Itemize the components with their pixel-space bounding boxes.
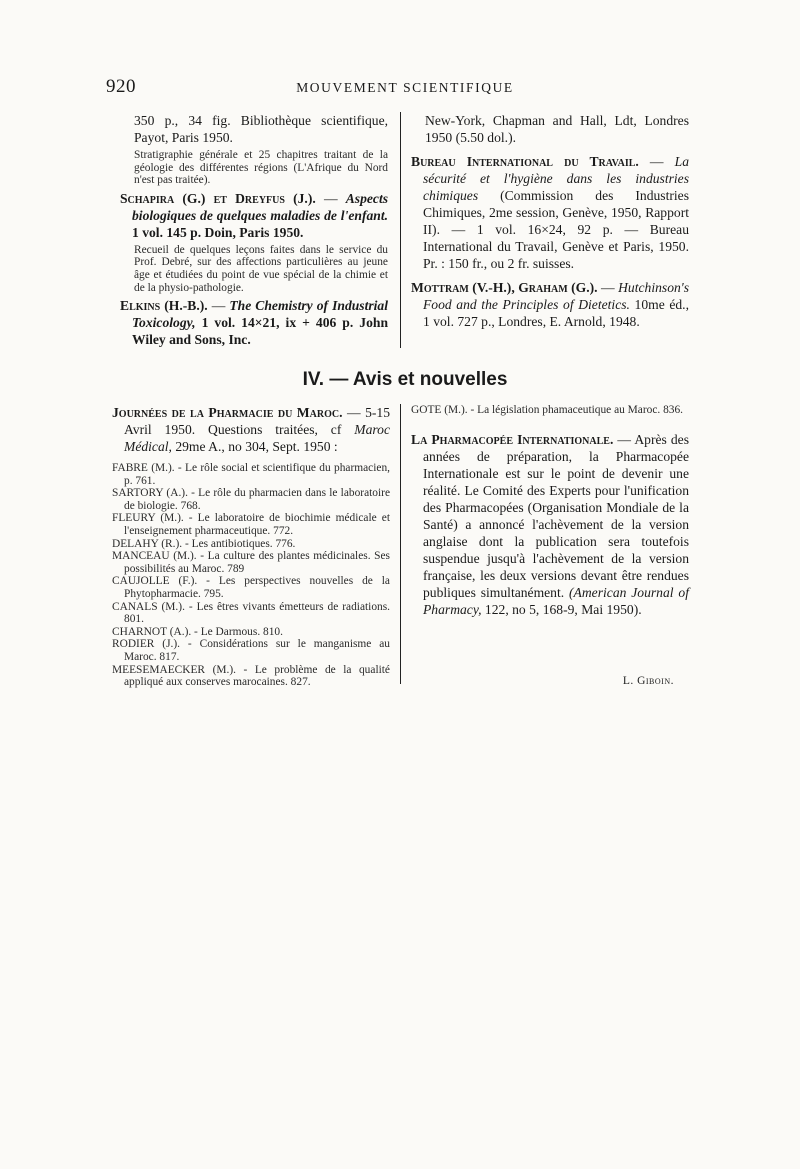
running-head: MOUVEMENT SCIENTIFIQUE [296, 80, 514, 95]
bibliography-entry [120, 297, 388, 348]
bibliography-entry [411, 153, 689, 272]
page-number: 920 [106, 76, 136, 97]
entry-title: La sécurité et l'hygiène dans les industries chimiques [423, 154, 689, 203]
entry-details: (Commission des Industries Chimiques, 2me session, Genève, 1950, Rapport II). — 1 vol. 16×24, 92 p. — Bureau International du Travail, Genève et Paris, 1950. Pr. : 150 fr., ou 2 fr. suisses. [423, 188, 689, 271]
entry-author: Elkins (H.-B.). [120, 298, 208, 314]
list-item: CANALS (M.). - Les êtres vivants émetteurs de radiations. 801. [112, 600, 390, 626]
entry-note: Stratigraphie générale et 25 chapitres traitant de la géologie des différentes régions (L'Afrique du Nord n'est pas traitée). [134, 149, 388, 187]
entry-dash: — [613, 431, 635, 447]
entry-note: Recueil de quelques leçons faites dans le service du Prof. Debré, sur des affections particulières au jeune âge et étudiées du point de vue spécial de la chimie et de la physio-pathologie. [134, 243, 388, 294]
news-entry [411, 431, 689, 618]
entry-text: Après des années de préparation, la Pharmacopée Internationale est sur le point de devenir une réalité. Le Comité des Experts pour l'unification des Pharmacopées (Organisation Mondiale de la Santé) a annoncé l'achèvement de la version anglaise dont la publication sera toutefois suspendue jusqu'à l'achèvement de la version française, les deux versions devant être rendues publiques simultanément. [423, 431, 689, 600]
entry-dash: — [597, 280, 619, 295]
bottom-right-column [411, 404, 689, 618]
top-left-column [120, 112, 388, 348]
column-divider [400, 404, 401, 684]
entry-title: The Chemistry of Industrial Toxicology, [132, 298, 389, 331]
entry-author: La Pharmacopée Internationale. [411, 431, 614, 447]
entry-dash: — [342, 405, 366, 420]
list-item: CAUJOLLE (F.). - Les perspectives nouvelles de la Phytopharmacie. 795. [112, 575, 390, 600]
entry-details: 10me éd., 1 vol. 727 p., Londres, E. Arnold, 1948. [423, 297, 689, 329]
entry-details: 29me A., no 304, Sept. 1950 : [171, 439, 338, 454]
entry-author: Journées de la Pharmacie du Maroc. [112, 405, 343, 420]
entry-details: 122, no 5, 168-9, Mai 1950). [481, 601, 642, 617]
list-item: FLEURY (M.). - Le laboratoire de biochimie médicale et l'enseignement pharmaceutique. 772. [112, 512, 390, 537]
list-item: FABRE (M.). - Le rôle social et scientifique du pharmacien, p. 761. [112, 462, 390, 487]
list-item: GOTE (M.). - La législation phamaceutique au Maroc. 836. [411, 404, 684, 416]
paper-list [112, 462, 390, 689]
entry-dash: — [638, 154, 675, 169]
entry-title: Hutchinson's Food and the Principles of Dietetics. [423, 280, 689, 312]
entry-continuation: New-York, Chapman and Hall, Ldt, Londres 1950 (5.50 dol.). [425, 113, 689, 145]
top-right-column [411, 112, 689, 330]
entry-details: 1 vol. 145 p. Doin, Paris 1950. [132, 224, 304, 240]
journal-name: Maroc Médical, [124, 422, 390, 454]
journal-name: (American Journal of Pharmacy, [423, 584, 689, 617]
author-signature: L. Giboin. [622, 675, 674, 687]
column-divider [400, 112, 401, 348]
entry-author: Bureau International du Travail. [411, 154, 639, 169]
news-heading-entry [112, 404, 390, 455]
bibliography-entry [411, 279, 689, 330]
list-item: CHARNOT (A.). - Le Darmous. 810. [112, 625, 283, 638]
list-item: DELAHY (R.). - Les antibiotiques. 776. [112, 537, 296, 550]
entry-author: Mottram (V.-H.), Graham (G.). [411, 280, 598, 295]
entry-continuation: 350 p., 34 fig. Bibliothèque scientifique, Payot, Paris 1950. [134, 113, 388, 145]
list-item: RODIER (J.). - Considérations sur le manganisme au Maroc. 817. [112, 638, 390, 663]
bibliography-entry [120, 190, 388, 241]
entry-details: 5-15 Avril 1950. Questions traitées, cf [124, 405, 390, 437]
entry-author: Schapira (G.) et Dreyfus (J.). [120, 190, 316, 206]
entry-dash: — [315, 190, 346, 206]
entry-dash: — [207, 298, 230, 314]
list-item: SARTORY (A.). - Le rôle du pharmacien dans le laboratoire de biologie. 768. [112, 487, 390, 512]
section-title: IV. — Avis et nouvelles [302, 369, 508, 390]
bottom-left-column [112, 404, 390, 689]
list-item: MANCEAU (M.). - La culture des plantes médicinales. Ses possibilités au Maroc. 789 [112, 550, 390, 575]
entry-title: Aspects biologiques de quelques maladies de l'enfant. [132, 190, 389, 223]
entry-details: 1 vol. 14×21, ix + 406 p. John Wiley and Sons, Inc. [132, 315, 388, 348]
list-item: MEESEMAECKER (M.). - Le problème de la qualité appliqué aux conserves marocaines. 827. [112, 663, 390, 689]
